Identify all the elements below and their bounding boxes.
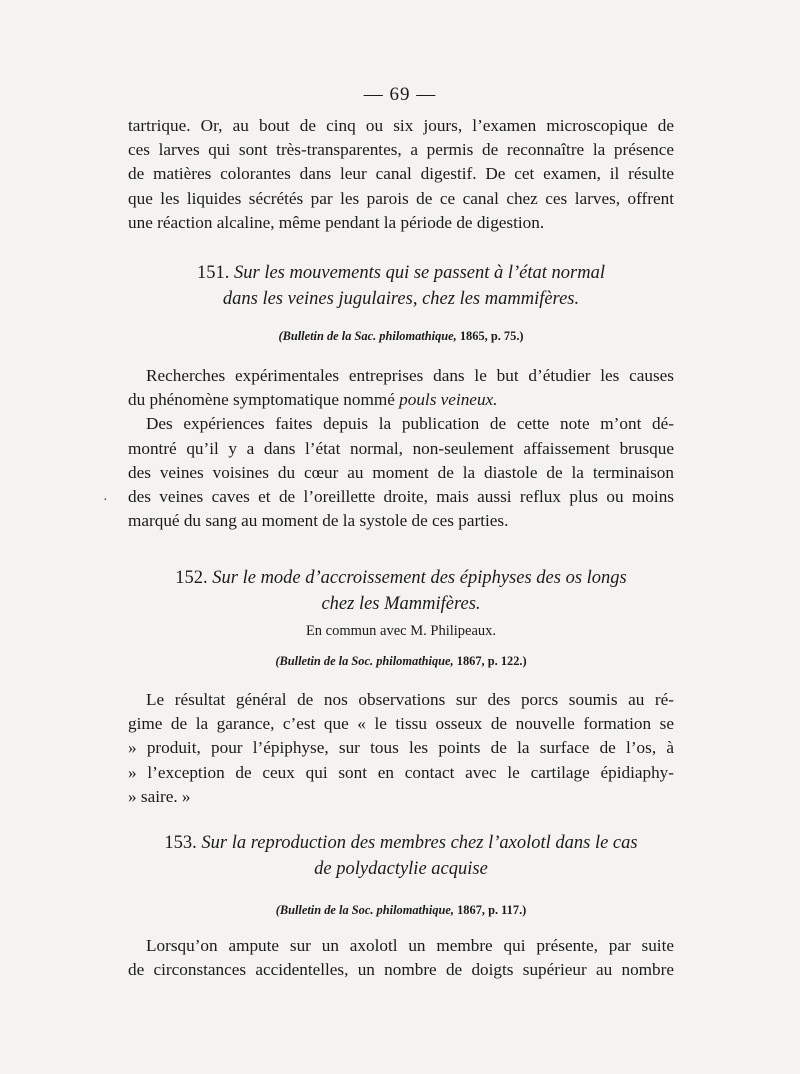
text-line: Lorsqu’on ampute sur un axolotl un membre qui présente, par suite (146, 936, 674, 955)
text-line: marqué du sang au moment de la systole de ces parties. (128, 511, 509, 531)
section-number: 153. (164, 833, 197, 853)
text-line: ces larves qui sont très-transparentes, a permis de reconnaître la présence (128, 140, 674, 160)
text-line: gime de la garance, c’est que « le tissu osseux de nouvelle formation se (128, 714, 674, 734)
citation-reference: 1867, p. 122.) (456, 654, 527, 668)
section-152-body (128, 688, 674, 809)
section-153-body (128, 934, 674, 982)
text-line: du phénomène symptomatique nommé pouls veineux. (128, 390, 498, 410)
text-line: tartrique. Or, au bout de cinq ou six jours, l’examen microscopique de (128, 116, 674, 135)
section-151-citation (128, 329, 674, 344)
section-153-citation (128, 903, 674, 918)
section-number: 152. (175, 568, 208, 588)
section-152-coauthor: En commun avec M. Philipeaux. (305, 623, 497, 639)
text-line: de matières colorantes dans leur canal digestif. De cet examen, il résulte (128, 164, 674, 184)
citation-journal: (Bulletin de la Soc. philomathique, (275, 654, 454, 668)
section-title-line: Sur les mouvements qui se passent à l’état normal (234, 263, 605, 283)
citation-reference: 1867, p. 117.) (457, 903, 527, 917)
citation-journal: (Bulletin de la Soc. philomathique, (275, 903, 454, 917)
section-151-body (128, 364, 674, 533)
section-title-line: chez les Mammifères. (321, 594, 481, 614)
section-152-citation (128, 654, 674, 669)
text-line: des veines voisines du cœur au moment de la diastole de la terminaison (128, 462, 674, 482)
citation-reference: 1865, p. 75.) (459, 329, 524, 343)
text-line: » produit, pour l’épiphyse, sur tous les points de la surface de l’os, à (128, 738, 674, 758)
print-mark: · (103, 493, 108, 508)
intro-paragraph (128, 114, 674, 235)
page-number: — 69 — (363, 84, 437, 105)
section-151-heading (128, 260, 674, 312)
text-line: » l’exception de ceux qui sont en contact avec le cartilage épidiaphy- (128, 762, 674, 782)
text-line: Le résultat général de nos observations sur des porcs soumis au ré- (146, 690, 674, 709)
section-title-line: Sur la reproduction des membres chez l’axolotl dans le cas (201, 833, 638, 853)
text-line: des veines caves et de l’oreillette droite, mais aussi reflux plus ou moins (128, 487, 674, 507)
text-line: Des expériences faites depuis la publication de cette note m’ont dé- (146, 414, 674, 434)
section-title-line: de polydactylie acquise (314, 859, 488, 879)
text-line: » saire. » (128, 786, 191, 806)
section-153-heading (128, 830, 674, 882)
text-line: de circonstances accidentelles, un nombre de doigts supérieur au nombre (128, 960, 674, 980)
text-line: montré qu’il y a dans l’état normal, non-seulement affaissement brusque (128, 438, 674, 458)
text-line: une réaction alcaline, même pendant la période de digestion. (128, 212, 545, 232)
section-title-line: dans les veines jugulaires, chez les mammifères. (222, 289, 580, 309)
section-number: 151. (197, 263, 230, 283)
italic-term: pouls veineux. (399, 390, 498, 410)
citation-journal: (Bulletin de la Sac. philomathique, (278, 329, 457, 343)
section-152-heading (128, 565, 674, 617)
text-line: Recherches expérimentales entreprises dans le but d’étudier les causes (146, 366, 674, 385)
section-title-line: Sur le mode d’accroissement des épiphyses des os longs (212, 568, 627, 588)
text-line: que les liquides sécrétés par les parois de ce canal chez ces larves, offrent (128, 188, 674, 208)
